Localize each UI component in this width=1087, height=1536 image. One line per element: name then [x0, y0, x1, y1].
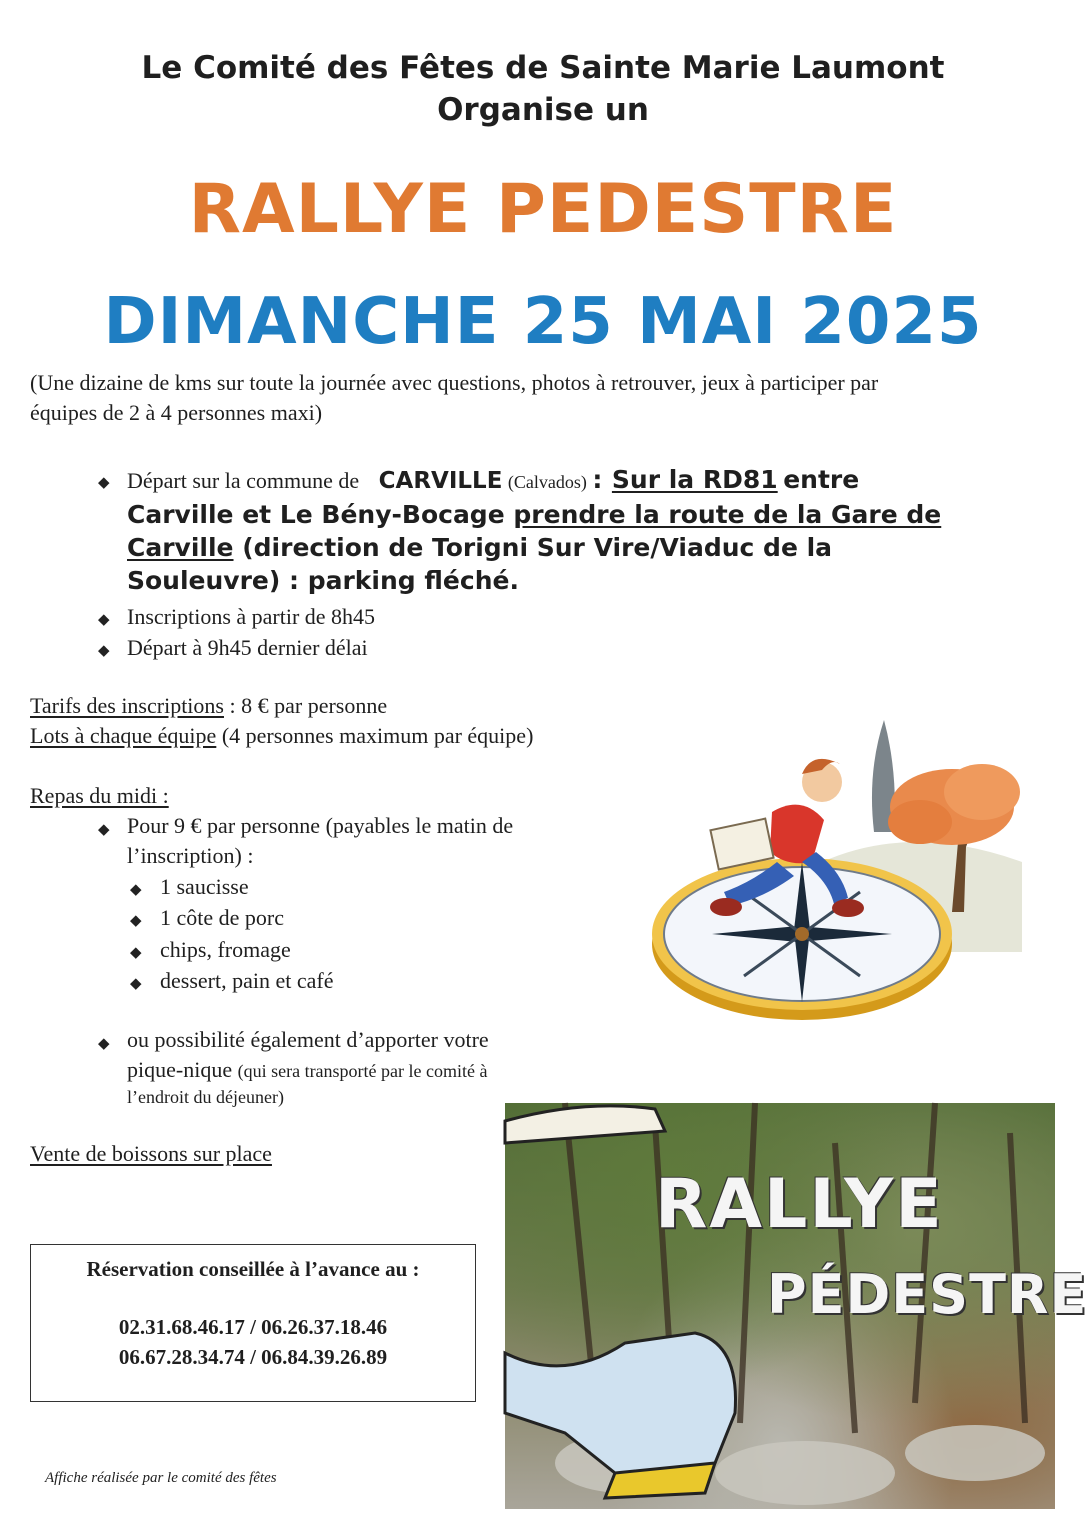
intro-line-2: équipes de 2 à 4 personnes maxi): [30, 400, 323, 425]
bullet-diamond-icon: ◆: [130, 945, 142, 961]
depart-carville: Carville: [127, 533, 234, 562]
depart-line-1: [127, 463, 859, 499]
bullet-diamond-icon: ◆: [98, 822, 110, 838]
event-date: DIMANCHE 25 MAI 2025: [103, 285, 983, 359]
bullet-diamond-icon: ◆: [130, 882, 142, 898]
menu-item: 1 côte de porc: [160, 905, 284, 930]
depart-prefix: Départ sur la commune de: [127, 468, 360, 493]
organizer-line: Le Comité des Fêtes de Sainte Marie Laumont: [141, 50, 945, 86]
depart-commune: CARVILLE: [378, 468, 503, 494]
picnic-line-1: ou possibilité également d’apporter votre: [127, 1027, 489, 1052]
depart-line-4: Souleuvre) : parking fléché.: [127, 566, 519, 595]
bullet-diamond-icon: ◆: [98, 1036, 110, 1052]
organizer-subline: Organise un: [437, 92, 649, 128]
menu-item: 1 saucisse: [160, 874, 249, 899]
depart-line-3: [127, 531, 832, 564]
picnic-note: (qui sera transporté par le comité à: [237, 1061, 488, 1081]
depart-entre: entre: [783, 465, 860, 494]
inscriptions-time: Inscriptions à partir de 8h45: [127, 604, 376, 629]
bullet-diamond-icon: ◆: [130, 913, 142, 929]
tarifs-line: [30, 691, 387, 721]
tarifs-value: : 8 € par personne: [229, 693, 388, 718]
repas-price-1: Pour 9 € par personne (payables le matin de: [127, 813, 514, 838]
footer-credit: Affiche réalisée par le comité des fêtes: [45, 1470, 277, 1486]
depart-line-2: [127, 498, 941, 531]
lots-value: (4 personnes maximum par équipe): [221, 723, 534, 748]
picnic-line-3: l’endroit du déjeuner): [127, 1087, 284, 1107]
depart-towns: Carville et Le Bény-Bocage: [127, 500, 505, 529]
depart-region: (Calvados): [507, 472, 587, 492]
hiker-compass-illustration: [652, 712, 1022, 1024]
depart-direction: (direction de Torigni Sur Vire/Viaduc de la: [242, 533, 833, 562]
bullet-diamond-icon: ◆: [98, 643, 110, 659]
photo-title-line-2: PÉDESTRE: [767, 1263, 1087, 1326]
boissons-line: Vente de boissons sur place: [30, 1141, 272, 1166]
bullet-diamond-icon: ◆: [98, 612, 110, 628]
menu-item: dessert, pain et café: [160, 968, 334, 993]
repas-price-2: l’inscription) :: [127, 843, 254, 868]
repas-label: Repas du midi :: [30, 783, 169, 808]
reservation-label: Réservation conseillée à l’avance au :: [86, 1257, 420, 1281]
event-title: RALLYE PEDESTRE: [188, 170, 898, 249]
photo-title-line-1: RALLYE: [655, 1165, 944, 1244]
reservation-phones-2: 06.67.28.34.74 / 06.84.39.26.89: [118, 1345, 388, 1369]
bullet-diamond-icon: ◆: [98, 475, 110, 491]
lots-label: Lots à chaque équipe: [30, 723, 217, 748]
menu-item: chips, fromage: [160, 937, 291, 962]
depart-colon: :: [592, 465, 603, 494]
depart-deadline: Départ à 9h45 dernier délai: [127, 635, 368, 660]
reservation-box: [30, 1244, 476, 1402]
forest-photo: [505, 1103, 1087, 1509]
bullet-diamond-icon: ◆: [130, 976, 142, 992]
lots-line: [30, 721, 533, 751]
depart-rd81: Sur la RD81: [611, 465, 778, 494]
picnic-label: pique-nique: [127, 1057, 233, 1082]
reservation-phones-1: 02.31.68.46.17 / 06.26.37.18.46: [118, 1315, 388, 1339]
intro-line-1: (Une dizaine de kms sur toute la journée avec questions, photos à retrouver, jeux à participer par: [30, 370, 879, 395]
depart-route: prendre la route de la Gare de: [513, 500, 942, 529]
tarifs-label: Tarifs des inscriptions: [30, 693, 224, 718]
